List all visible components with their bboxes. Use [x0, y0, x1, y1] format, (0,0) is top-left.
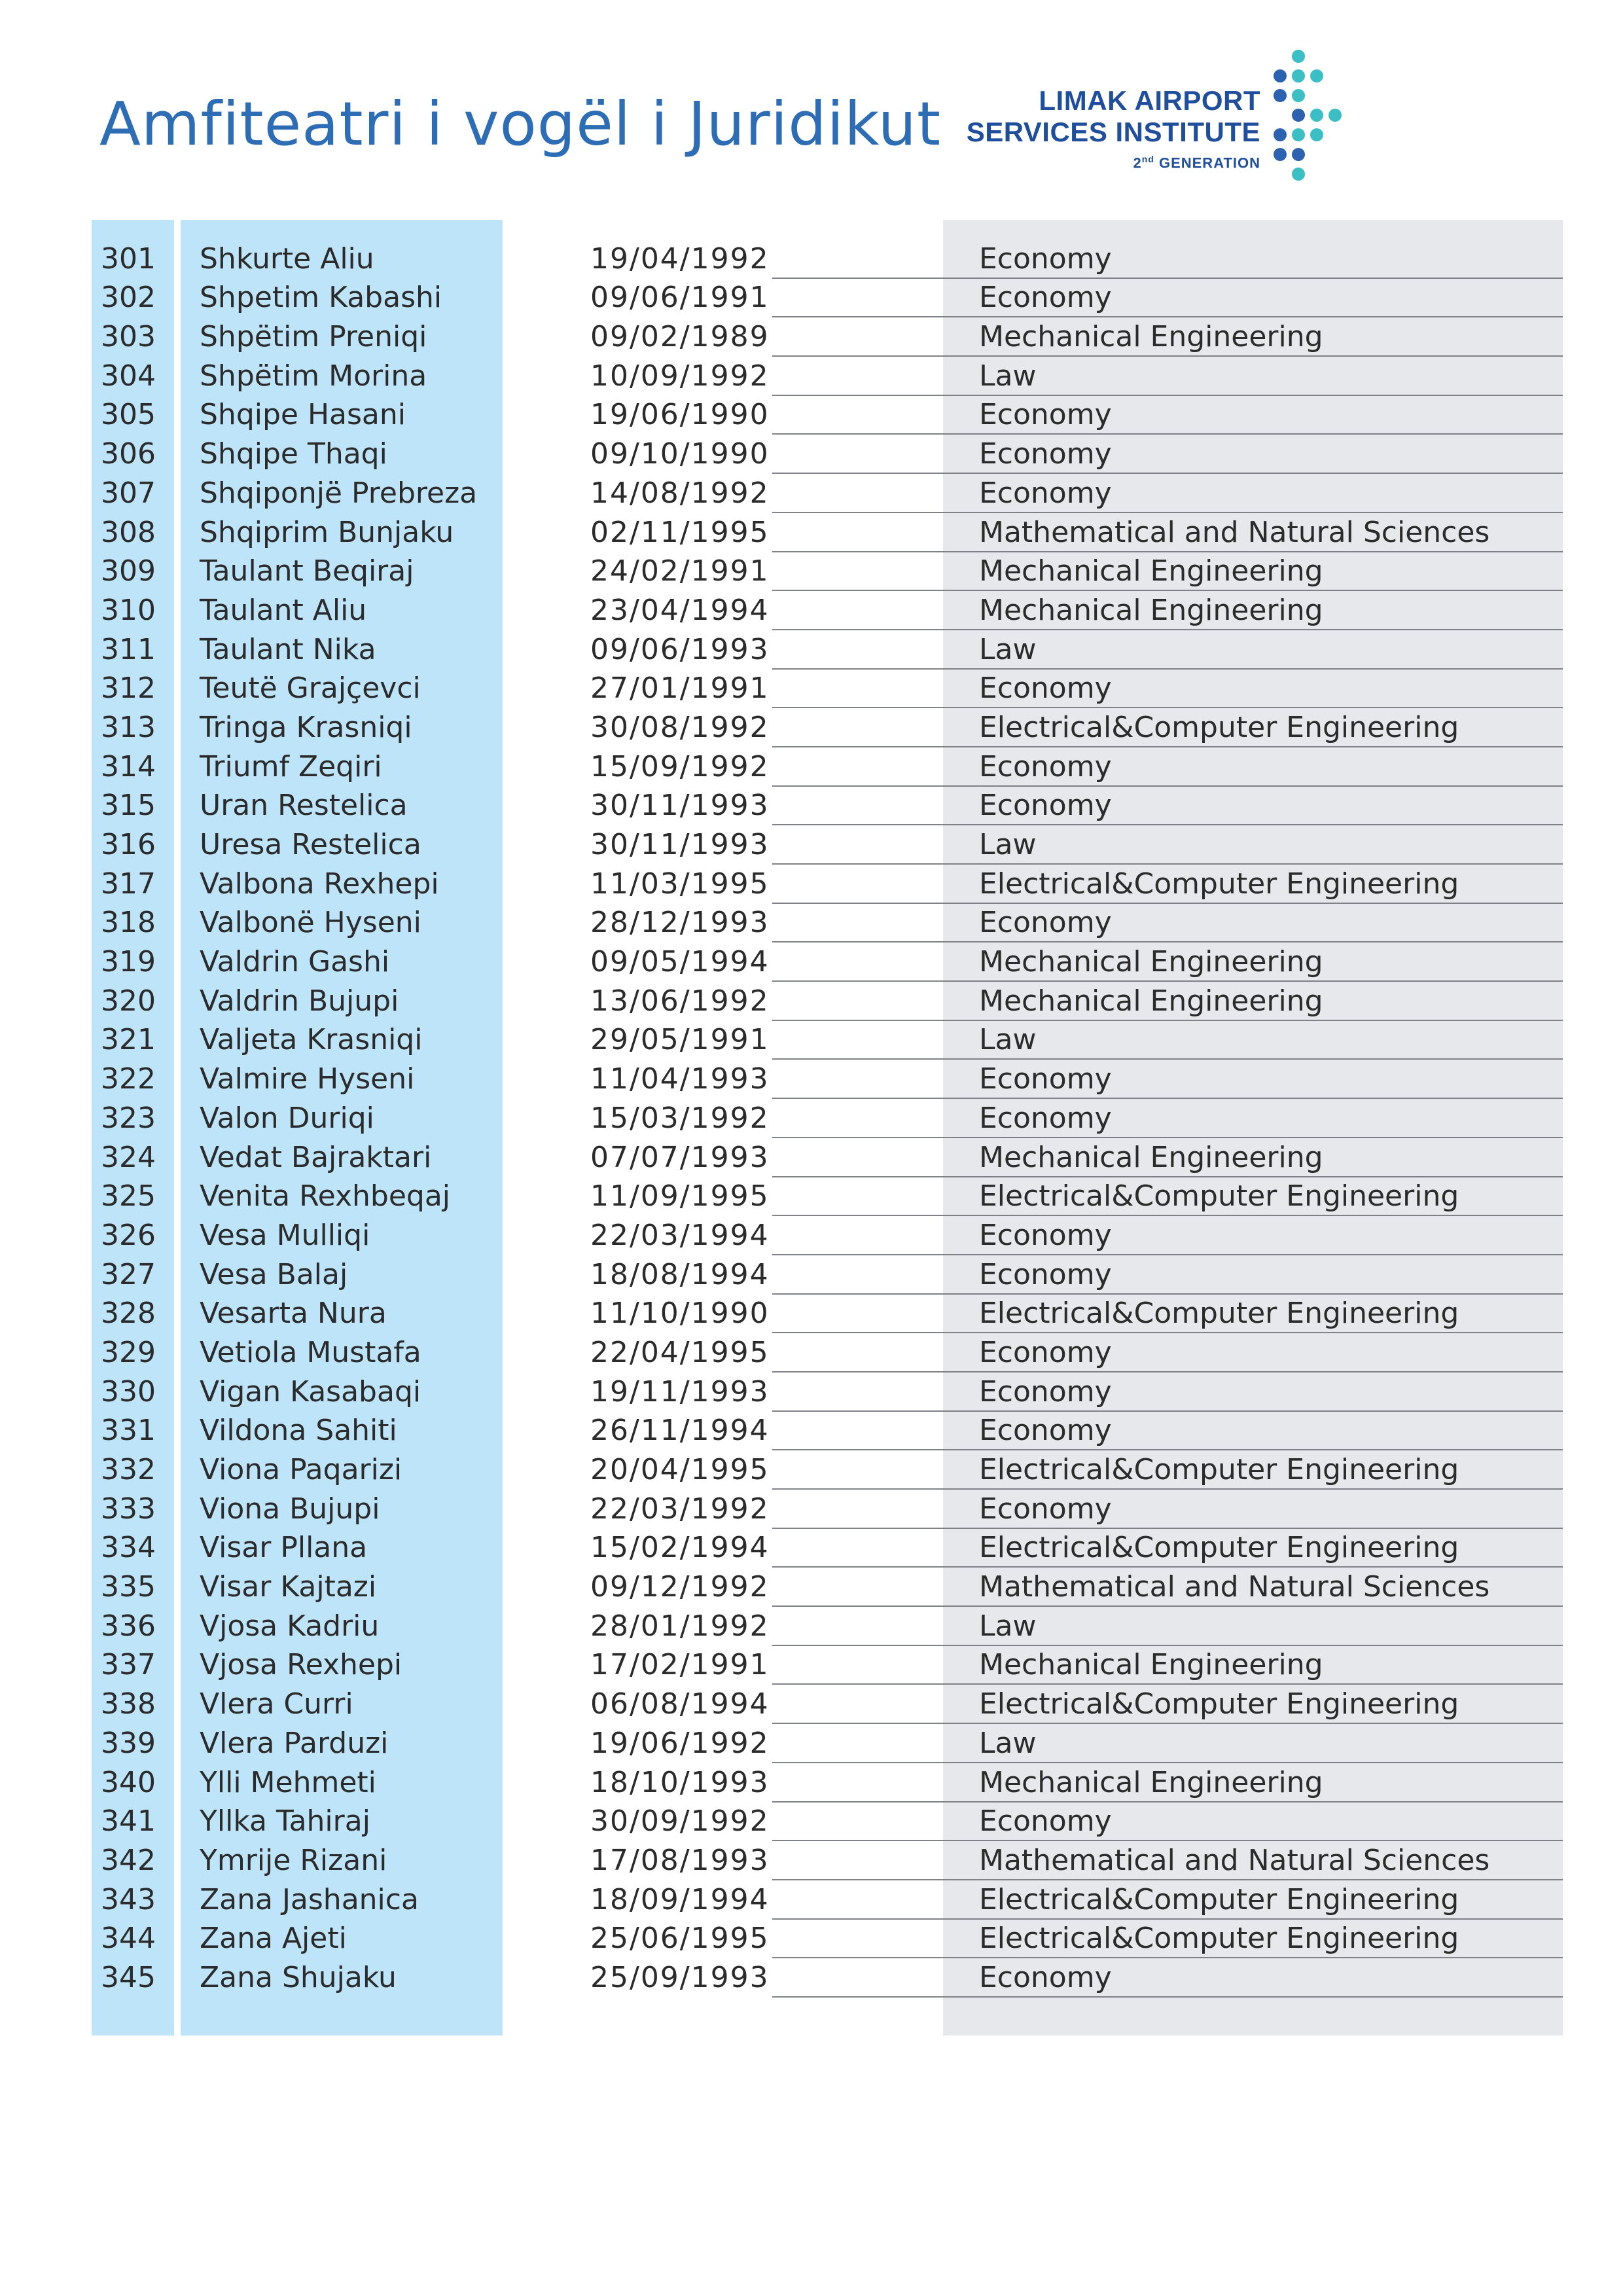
student-name: Viona Paqarizi [200, 1453, 402, 1486]
logo-dot [1292, 109, 1305, 122]
table-row [92, 357, 1563, 396]
faculty: Economy [979, 437, 1112, 471]
row-number: 341 [101, 1804, 156, 1839]
student-name: Valdrin Gashi [200, 945, 390, 979]
student-name: Venita Rexhbeqaj [200, 1179, 451, 1213]
student-name: Vjosa Kadriu [200, 1609, 380, 1643]
logo-line-2: SERVICES INSTITUTE [966, 117, 1260, 147]
table-row [92, 1372, 1563, 1412]
faculty: Electrical&Computer Engineering [979, 1687, 1459, 1721]
student-name: Vjosa Rexhepi [200, 1648, 402, 1682]
table-row [92, 552, 1563, 592]
table-row [92, 708, 1563, 747]
student-name: Vesa Balaj [200, 1257, 348, 1291]
birth-date: 11/09/1995 [590, 1179, 770, 1213]
row-number: 310 [101, 593, 156, 627]
student-name: Zana Jashanica [200, 1882, 419, 1916]
table-row [92, 1490, 1563, 1529]
table-row [92, 1646, 1563, 1685]
logo-dot [1292, 89, 1305, 102]
row-number: 345 [101, 1960, 156, 1994]
faculty: Economy [979, 906, 1112, 940]
student-name: Vesarta Nura [200, 1297, 387, 1331]
row-number: 322 [101, 1062, 156, 1096]
faculty: Mathematical and Natural Sciences [979, 1843, 1490, 1877]
logo-generation-suffix: nd [1141, 154, 1154, 164]
logo-text [967, 85, 1260, 174]
row-number: 315 [101, 789, 156, 823]
table-row [92, 1685, 1563, 1724]
faculty: Economy [979, 1960, 1112, 1994]
faculty: Economy [979, 1062, 1112, 1096]
birth-date: 22/03/1994 [590, 1218, 770, 1252]
row-number: 343 [101, 1882, 156, 1916]
table-row [92, 1803, 1563, 1842]
birth-date: 23/04/1994 [590, 593, 770, 627]
row-number: 342 [101, 1843, 156, 1877]
birth-date: 09/05/1994 [590, 945, 770, 979]
birth-date: 09/06/1993 [590, 632, 770, 666]
birth-date: 06/08/1994 [590, 1687, 770, 1721]
student-name: Vildona Sahiti [200, 1414, 397, 1448]
birth-date: 17/08/1993 [590, 1843, 770, 1877]
logo-generation-word: GENERATION [1158, 154, 1260, 171]
row-number: 301 [101, 242, 156, 276]
row-number: 304 [101, 359, 156, 393]
table-row [92, 1568, 1563, 1607]
row-number: 305 [101, 398, 156, 432]
table-row [92, 1920, 1563, 1959]
student-name: Shqiponjë Prebreza [200, 476, 478, 510]
student-name: Valbona Rexhepi [200, 867, 439, 901]
row-number: 333 [101, 1492, 156, 1526]
table-row [92, 1841, 1563, 1880]
table-row [92, 474, 1563, 513]
table-row [92, 1177, 1563, 1217]
table-row [92, 396, 1563, 435]
logo-dot [1329, 109, 1342, 122]
table-row [92, 942, 1563, 982]
limak-logo [966, 43, 1400, 200]
row-number: 311 [101, 632, 156, 666]
table-row [92, 1880, 1563, 1920]
faculty: Economy [979, 1804, 1112, 1839]
student-name: Viona Bujupi [200, 1492, 380, 1526]
faculty: Law [979, 1726, 1037, 1760]
table-row [92, 1412, 1563, 1451]
row-number: 306 [101, 437, 156, 471]
faculty: Law [979, 632, 1037, 666]
row-number: 340 [101, 1765, 156, 1799]
birth-date: 13/06/1992 [590, 984, 770, 1018]
birth-date: 18/08/1994 [590, 1257, 770, 1291]
faculty: Mechanical Engineering [979, 1765, 1323, 1799]
faculty: Electrical&Computer Engineering [979, 1453, 1459, 1486]
student-name: Vlera Parduzi [200, 1726, 389, 1760]
logo-dot [1310, 69, 1323, 82]
birth-date: 30/11/1993 [590, 789, 770, 823]
student-name: Triumf Zeqiri [200, 749, 382, 783]
row-number: 325 [101, 1179, 156, 1213]
student-name: Tringa Krasniqi [200, 710, 412, 744]
birth-date: 20/04/1995 [590, 1453, 770, 1486]
birth-date: 09/12/1992 [590, 1570, 770, 1604]
faculty: Mechanical Engineering [979, 945, 1323, 979]
student-name: Yllka Tahiraj [200, 1804, 370, 1839]
birth-date: 18/09/1994 [590, 1882, 770, 1916]
birth-date: 26/11/1994 [590, 1414, 770, 1448]
logo-dots-icon [1270, 43, 1400, 200]
table-row [92, 1099, 1563, 1138]
student-name: Taulant Aliu [200, 593, 367, 627]
logo-dot [1274, 128, 1287, 141]
faculty: Mechanical Engineering [979, 984, 1323, 1018]
student-name: Zana Shujaku [200, 1960, 397, 1994]
row-number: 336 [101, 1609, 156, 1643]
faculty: Economy [979, 476, 1112, 510]
faculty: Law [979, 359, 1037, 393]
row-number: 307 [101, 476, 156, 510]
birth-date: 18/10/1993 [590, 1765, 770, 1799]
birth-date: 29/05/1991 [590, 1023, 770, 1057]
table-row [92, 1295, 1563, 1334]
faculty: Law [979, 1023, 1037, 1057]
row-number: 331 [101, 1414, 156, 1448]
row-number: 318 [101, 906, 156, 940]
faculty: Economy [979, 242, 1112, 276]
row-number: 313 [101, 710, 156, 744]
faculty: Mechanical Engineering [979, 1648, 1323, 1682]
student-name: Taulant Beqiraj [200, 554, 414, 588]
table-row [92, 670, 1563, 709]
logo-generation-number: 2 [1133, 154, 1142, 171]
birth-date: 02/11/1995 [590, 515, 770, 549]
birth-date: 09/10/1990 [590, 437, 770, 471]
row-number: 335 [101, 1570, 156, 1604]
faculty: Electrical&Computer Engineering [979, 867, 1459, 901]
table-row [92, 240, 1563, 279]
row-number: 337 [101, 1648, 156, 1682]
row-number: 309 [101, 554, 156, 588]
faculty: Mathematical and Natural Sciences [979, 515, 1490, 549]
student-name: Ylli Mehmeti [200, 1765, 376, 1799]
row-number: 303 [101, 320, 156, 354]
logo-dot [1292, 69, 1305, 82]
birth-date: 28/12/1993 [590, 906, 770, 940]
logo-dot [1310, 109, 1323, 122]
table-row [92, 1529, 1563, 1568]
table-row [92, 591, 1563, 630]
faculty: Economy [979, 1218, 1112, 1252]
page-title: Amfiteatri i vogël i Juridikut [99, 89, 942, 159]
student-name: Visar Kajtazi [200, 1570, 377, 1604]
faculty: Economy [979, 1257, 1112, 1291]
row-number: 321 [101, 1023, 156, 1057]
table-row [92, 1333, 1563, 1372]
faculty: Law [979, 1609, 1037, 1643]
birth-date: 09/02/1989 [590, 320, 770, 354]
student-list [92, 240, 1563, 1998]
row-number: 339 [101, 1726, 156, 1760]
faculty: Mechanical Engineering [979, 1140, 1323, 1174]
faculty: Mechanical Engineering [979, 554, 1323, 588]
birth-date: 22/03/1992 [590, 1492, 770, 1526]
logo-dot [1292, 128, 1305, 141]
table-row [92, 1021, 1563, 1060]
faculty: Economy [979, 398, 1112, 432]
row-number: 314 [101, 749, 156, 783]
faculty: Economy [979, 281, 1112, 315]
table-row [92, 1763, 1563, 1803]
table-row [92, 1060, 1563, 1099]
birth-date: 27/01/1991 [590, 672, 770, 706]
faculty: Electrical&Computer Engineering [979, 1922, 1459, 1956]
faculty: Electrical&Computer Engineering [979, 1179, 1459, 1213]
row-number: 308 [101, 515, 156, 549]
table-row [92, 1958, 1563, 1998]
row-number: 330 [101, 1374, 156, 1408]
faculty: Economy [979, 1335, 1112, 1369]
faculty: Economy [979, 789, 1112, 823]
student-name: Valbonë Hyseni [200, 906, 421, 940]
table-row [92, 747, 1563, 787]
logo-generation [967, 148, 1260, 174]
table-row [92, 317, 1563, 357]
table-row [92, 982, 1563, 1021]
row-number: 317 [101, 867, 156, 901]
table-row [92, 865, 1563, 904]
faculty: Economy [979, 672, 1112, 706]
student-name: Valmire Hyseni [200, 1062, 415, 1096]
table-row [92, 630, 1563, 670]
birth-date: 19/04/1992 [590, 242, 770, 276]
birth-date: 30/11/1993 [590, 828, 770, 861]
row-number: 327 [101, 1257, 156, 1291]
student-name: Valon Duriqi [200, 1101, 374, 1135]
faculty: Electrical&Computer Engineering [979, 1882, 1459, 1916]
row-number: 334 [101, 1531, 156, 1565]
student-name: Taulant Nika [200, 632, 376, 666]
row-number: 323 [101, 1101, 156, 1135]
birth-date: 19/06/1990 [590, 398, 770, 432]
student-name: Uran Restelica [200, 789, 408, 823]
birth-date: 28/01/1992 [590, 1609, 770, 1643]
faculty: Economy [979, 1101, 1112, 1135]
table-row [92, 279, 1563, 318]
table-row [92, 1607, 1563, 1646]
row-number: 316 [101, 828, 156, 861]
logo-dot [1292, 168, 1305, 181]
student-name: Vlera Curri [200, 1687, 353, 1721]
faculty: Economy [979, 1492, 1112, 1526]
faculty: Economy [979, 1374, 1112, 1408]
student-name: Zana Ajeti [200, 1922, 347, 1956]
faculty: Mathematical and Natural Sciences [979, 1570, 1490, 1604]
student-name: Shpëtim Preniqi [200, 320, 427, 354]
student-name: Vesa Mulliqi [200, 1218, 370, 1252]
logo-dot [1292, 50, 1305, 63]
birth-date: 10/09/1992 [590, 359, 770, 393]
birth-date: 17/02/1991 [590, 1648, 770, 1682]
birth-date: 11/03/1995 [590, 867, 770, 901]
birth-date: 14/08/1992 [590, 476, 770, 510]
table-row [92, 513, 1563, 552]
table-row [92, 825, 1563, 865]
birth-date: 30/08/1992 [590, 710, 770, 744]
birth-date: 22/04/1995 [590, 1335, 770, 1369]
student-name: Valdrin Bujupi [200, 984, 399, 1018]
logo-line-1: LIMAK AIRPORT [1039, 85, 1260, 116]
row-number: 344 [101, 1922, 156, 1956]
faculty: Electrical&Computer Engineering [979, 1297, 1459, 1331]
logo-dot [1274, 89, 1287, 102]
row-number: 302 [101, 281, 156, 315]
logo-dot [1292, 148, 1305, 161]
student-name: Vedat Bajraktari [200, 1140, 432, 1174]
birth-date: 30/09/1992 [590, 1804, 770, 1839]
birth-date: 07/07/1993 [590, 1140, 770, 1174]
faculty: Law [979, 828, 1037, 861]
student-name: Shpëtim Morina [200, 359, 427, 393]
student-name: Vetiola Mustafa [200, 1335, 421, 1369]
table-row [92, 1216, 1563, 1255]
table-row [92, 904, 1563, 943]
birth-date: 24/02/1991 [590, 554, 770, 588]
faculty: Mechanical Engineering [979, 320, 1323, 354]
student-name: Shpetim Kabashi [200, 281, 442, 315]
faculty: Electrical&Computer Engineering [979, 1531, 1459, 1565]
row-number: 338 [101, 1687, 156, 1721]
birth-date: 25/06/1995 [590, 1922, 770, 1956]
student-name: Shqipe Hasani [200, 398, 406, 432]
row-number: 320 [101, 984, 156, 1018]
student-name: Shqipe Thaqi [200, 437, 387, 471]
logo-dot [1310, 128, 1323, 141]
birth-date: 15/03/1992 [590, 1101, 770, 1135]
faculty: Mechanical Engineering [979, 593, 1323, 627]
faculty: Economy [979, 1414, 1112, 1448]
row-number: 326 [101, 1218, 156, 1252]
row-number: 324 [101, 1140, 156, 1174]
birth-date: 19/11/1993 [590, 1374, 770, 1408]
student-name: Ymrije Rizani [200, 1843, 387, 1877]
birth-date: 25/09/1993 [590, 1960, 770, 1994]
birth-date: 15/09/1992 [590, 749, 770, 783]
table-row [92, 1255, 1563, 1295]
logo-dot [1274, 69, 1287, 82]
row-number: 328 [101, 1297, 156, 1331]
table-row [92, 435, 1563, 474]
faculty: Electrical&Computer Engineering [979, 710, 1459, 744]
birth-date: 11/10/1990 [590, 1297, 770, 1331]
table-row [92, 1450, 1563, 1490]
row-number: 312 [101, 672, 156, 706]
logo-dot [1274, 148, 1287, 161]
table-row [92, 787, 1563, 826]
table-row [92, 1724, 1563, 1763]
student-name: Uresa Restelica [200, 828, 421, 861]
birth-date: 11/04/1993 [590, 1062, 770, 1096]
birth-date: 19/06/1992 [590, 1726, 770, 1760]
student-name: Visar Pllana [200, 1531, 368, 1565]
student-name: Teutë Grajçevci [200, 672, 421, 706]
birth-date: 15/02/1994 [590, 1531, 770, 1565]
student-name: Shqiprim Bunjaku [200, 515, 454, 549]
birth-date: 09/06/1991 [590, 281, 770, 315]
row-number: 332 [101, 1453, 156, 1486]
student-name: Valjeta Krasniqi [200, 1023, 423, 1057]
row-number: 319 [101, 945, 156, 979]
table-row [92, 1138, 1563, 1177]
student-name: Shkurte Aliu [200, 242, 374, 276]
student-name: Vigan Kasabaqi [200, 1374, 421, 1408]
faculty: Economy [979, 749, 1112, 783]
row-number: 329 [101, 1335, 156, 1369]
